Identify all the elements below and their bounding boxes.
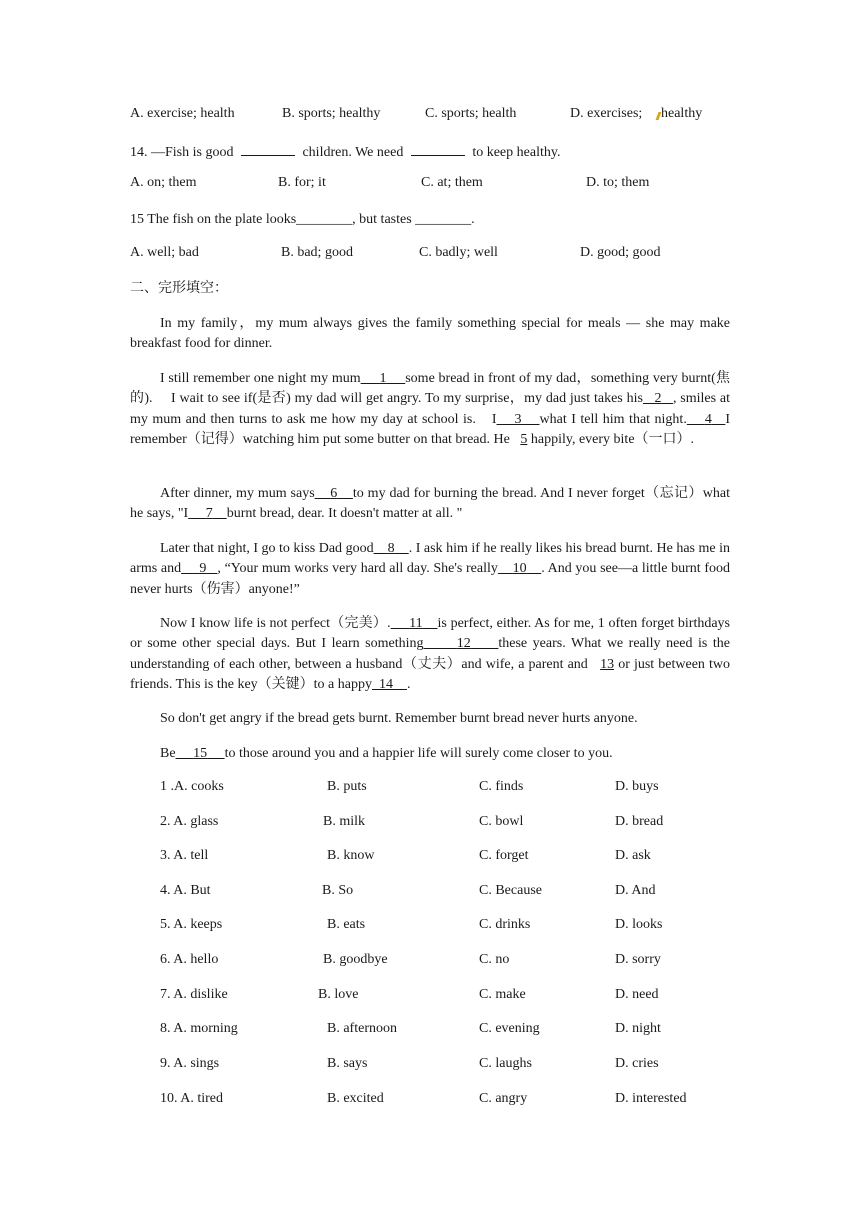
q14-option-a: A. on; them — [130, 175, 197, 190]
q15-option-b: B. bad; good — [281, 245, 353, 260]
answer-row-9-d: D. cries — [615, 1056, 659, 1071]
answer-row-6-b: B. goodbye — [323, 952, 388, 967]
answer-row-1-a: 1 .A. cooks — [160, 779, 224, 794]
passage-paragraph-5 — [130, 614, 730, 695]
answer-row-7-c: C. make — [479, 987, 526, 1002]
blank-5: 5 — [520, 431, 528, 447]
passage-paragraph-6: So don't get angry if the bread gets burnt. Remember burnt bread never hurts anyone. — [160, 711, 638, 726]
answer-row-10-a: 10. A. tired — [160, 1091, 223, 1106]
passage-paragraph-1 — [130, 314, 730, 355]
q13-option-c: C. sports; health — [425, 106, 517, 121]
passage-paragraph-4 — [130, 539, 730, 600]
blank-4: 4 — [704, 411, 712, 427]
p5-text-d: or just between two friends. This is the key（关键）to a happy — [130, 656, 731, 692]
answer-row-3-a: 3. A. tell — [160, 848, 209, 863]
p4-text-a: Later that night, I go to kiss Dad good — [160, 541, 374, 556]
answer-row-4-c: C. Because — [479, 883, 542, 898]
blank-12: 12 — [456, 636, 471, 652]
blank-14: 14 — [379, 676, 393, 692]
q14-option-c: C. at; them — [421, 175, 483, 190]
section-2-title: 二、完形填空： — [130, 281, 228, 296]
answer-row-2-d: D. bread — [615, 814, 664, 829]
answer-row-10-c: C. angry — [479, 1091, 528, 1106]
answer-row-3-c: C. forget — [479, 848, 529, 863]
p2-text-f: happily, every bite（一口）. — [530, 431, 695, 447]
q14-text-3: to keep healthy. — [472, 145, 561, 160]
answer-row-10-b: B. excited — [327, 1091, 384, 1106]
blank-8: 8 — [387, 541, 395, 556]
question-15: 15 The fish on the plate looks________, but tastes ________. — [130, 212, 475, 227]
blank-15: 15 — [193, 746, 208, 761]
answer-row-1-b: B. puts — [327, 779, 367, 794]
answer-row-5-d: D. looks — [615, 917, 663, 932]
answer-row-7-a: 7. A. dislike — [160, 987, 228, 1002]
answer-row-2-b: B. milk — [323, 814, 366, 829]
answer-row-6-a: 6. A. hello — [160, 952, 219, 967]
q15-option-d: D. good; good — [580, 245, 661, 260]
q14-option-b: B. for; it — [278, 175, 326, 190]
answer-row-2-a: 2. A. glass — [160, 814, 219, 829]
answer-row-4-a: 4. A. But — [160, 883, 211, 898]
answer-row-9-b: B. says — [327, 1056, 368, 1071]
answer-row-2-c: C. bowl — [479, 814, 524, 829]
blank-1: 1 — [379, 371, 387, 386]
p3-text-a: After dinner, my mum says — [160, 486, 315, 501]
passage-paragraph-7 — [160, 744, 613, 764]
p2-text-b: some bread in front of my dad，something very burnt(焦的). I wait to see if(是否) my dad will get angry. To my surprise，my dad just takes his — [130, 371, 731, 407]
q14-option-d: D. to; them — [586, 175, 650, 190]
answer-row-5-c: C. drinks — [479, 917, 531, 932]
question-14 — [130, 141, 560, 163]
blank-3: 3 — [514, 411, 522, 427]
p3-text-b: to my dad for burning the bread. And I never forget（忘记）what he says, "I — [130, 486, 730, 522]
answer-row-8-d: D. night — [615, 1021, 661, 1036]
q13-option-a: A. exercise; health — [130, 106, 235, 121]
q14-text-1: 14. —Fish is good — [130, 145, 234, 160]
passage-paragraph-2 — [130, 369, 730, 450]
p5-text-b: is perfect, either. As for me, 1 often forget birthdays or some other special days. But I learn something — [130, 616, 730, 652]
paragraph-1-text: In my family，my mum always gives the family something special for meals — she may make breakfast food for dinner. — [130, 316, 730, 352]
q14-blank-2 — [411, 141, 465, 156]
answer-row-7-b: B. love — [318, 987, 359, 1002]
q13-option-b: B. sports; healthy — [282, 106, 381, 121]
blank-10: 10 — [512, 561, 527, 577]
answer-row-5-b: B. eats — [327, 917, 366, 932]
p7-text-b: to those around you and a happier life will surely come closer to you. — [224, 746, 613, 761]
answer-row-8-c: C. evening — [479, 1021, 540, 1036]
q14-blank-1 — [241, 141, 295, 156]
p4-text-b: . I ask him if he really likes his bread burnt. He has me in arms and — [130, 541, 731, 577]
answer-row-6-c: C. no — [479, 952, 510, 967]
p4-text-d: . And you see—a little burnt food never hurts（伤害）anyone!” — [130, 561, 731, 597]
p2-text-e: I remember（记得）watching him put some butter on that bread. He — [130, 411, 730, 447]
blank-13: 13 — [600, 656, 615, 672]
q15-option-a: A. well; bad — [130, 245, 199, 260]
answer-row-1-d: D. buys — [615, 779, 659, 794]
blank-2: 2 — [654, 391, 662, 407]
answer-row-9-a: 9. A. sings — [160, 1056, 220, 1071]
p5-text-a: Now I know life is not perfect（完美）. — [160, 616, 391, 631]
blank-11: 11 — [409, 616, 423, 631]
q13-option-d-word: healthy — [661, 106, 703, 121]
answer-row-4-b: B. So — [322, 883, 354, 898]
q14-text-2: children. We need — [302, 145, 404, 160]
p5-text-e: . — [407, 676, 411, 692]
answer-row-8-b: B. afternoon — [327, 1021, 397, 1036]
p2-text-c: , smiles at my mum and then turns to ask me how my day at school is. I — [130, 391, 731, 427]
answer-row-5-a: 5. A. keeps — [160, 917, 223, 932]
passage-paragraph-3 — [130, 484, 730, 525]
answer-row-9-c: C. laughs — [479, 1056, 532, 1071]
answer-row-10-d: D. interested — [615, 1091, 687, 1106]
q13-option-d: D. exercises; — [570, 106, 643, 121]
p5-text-c: these years. What we really need is the understanding of each other, between a husband（丈夫）and wife, a parent and — [130, 636, 731, 672]
answer-row-4-d: D. And — [615, 883, 656, 898]
blank-6: 6 — [330, 486, 338, 501]
answer-row-6-d: D. sorry — [615, 952, 661, 967]
p3-text-c: burnt bread, dear. It doesn't matter at all. " — [226, 506, 463, 522]
q15-option-c: C. badly; well — [419, 245, 498, 260]
blank-7: 7 — [205, 506, 213, 522]
p4-text-c: , “Your mum works very hard all day. She's really — [217, 561, 498, 577]
p7-text-a: Be — [160, 746, 176, 761]
answer-row-1-c: C. finds — [479, 779, 524, 794]
answer-row-7-d: D. need — [615, 987, 659, 1002]
answer-row-3-d: D. ask — [615, 848, 651, 863]
p2-text-d: what I tell him that night. — [539, 411, 687, 427]
blank-9: 9 — [199, 561, 207, 577]
answer-row-3-b: B. know — [327, 848, 375, 863]
answer-row-8-a: 8. A. morning — [160, 1021, 238, 1036]
p2-text-a: I still remember one night my mum — [160, 371, 361, 386]
